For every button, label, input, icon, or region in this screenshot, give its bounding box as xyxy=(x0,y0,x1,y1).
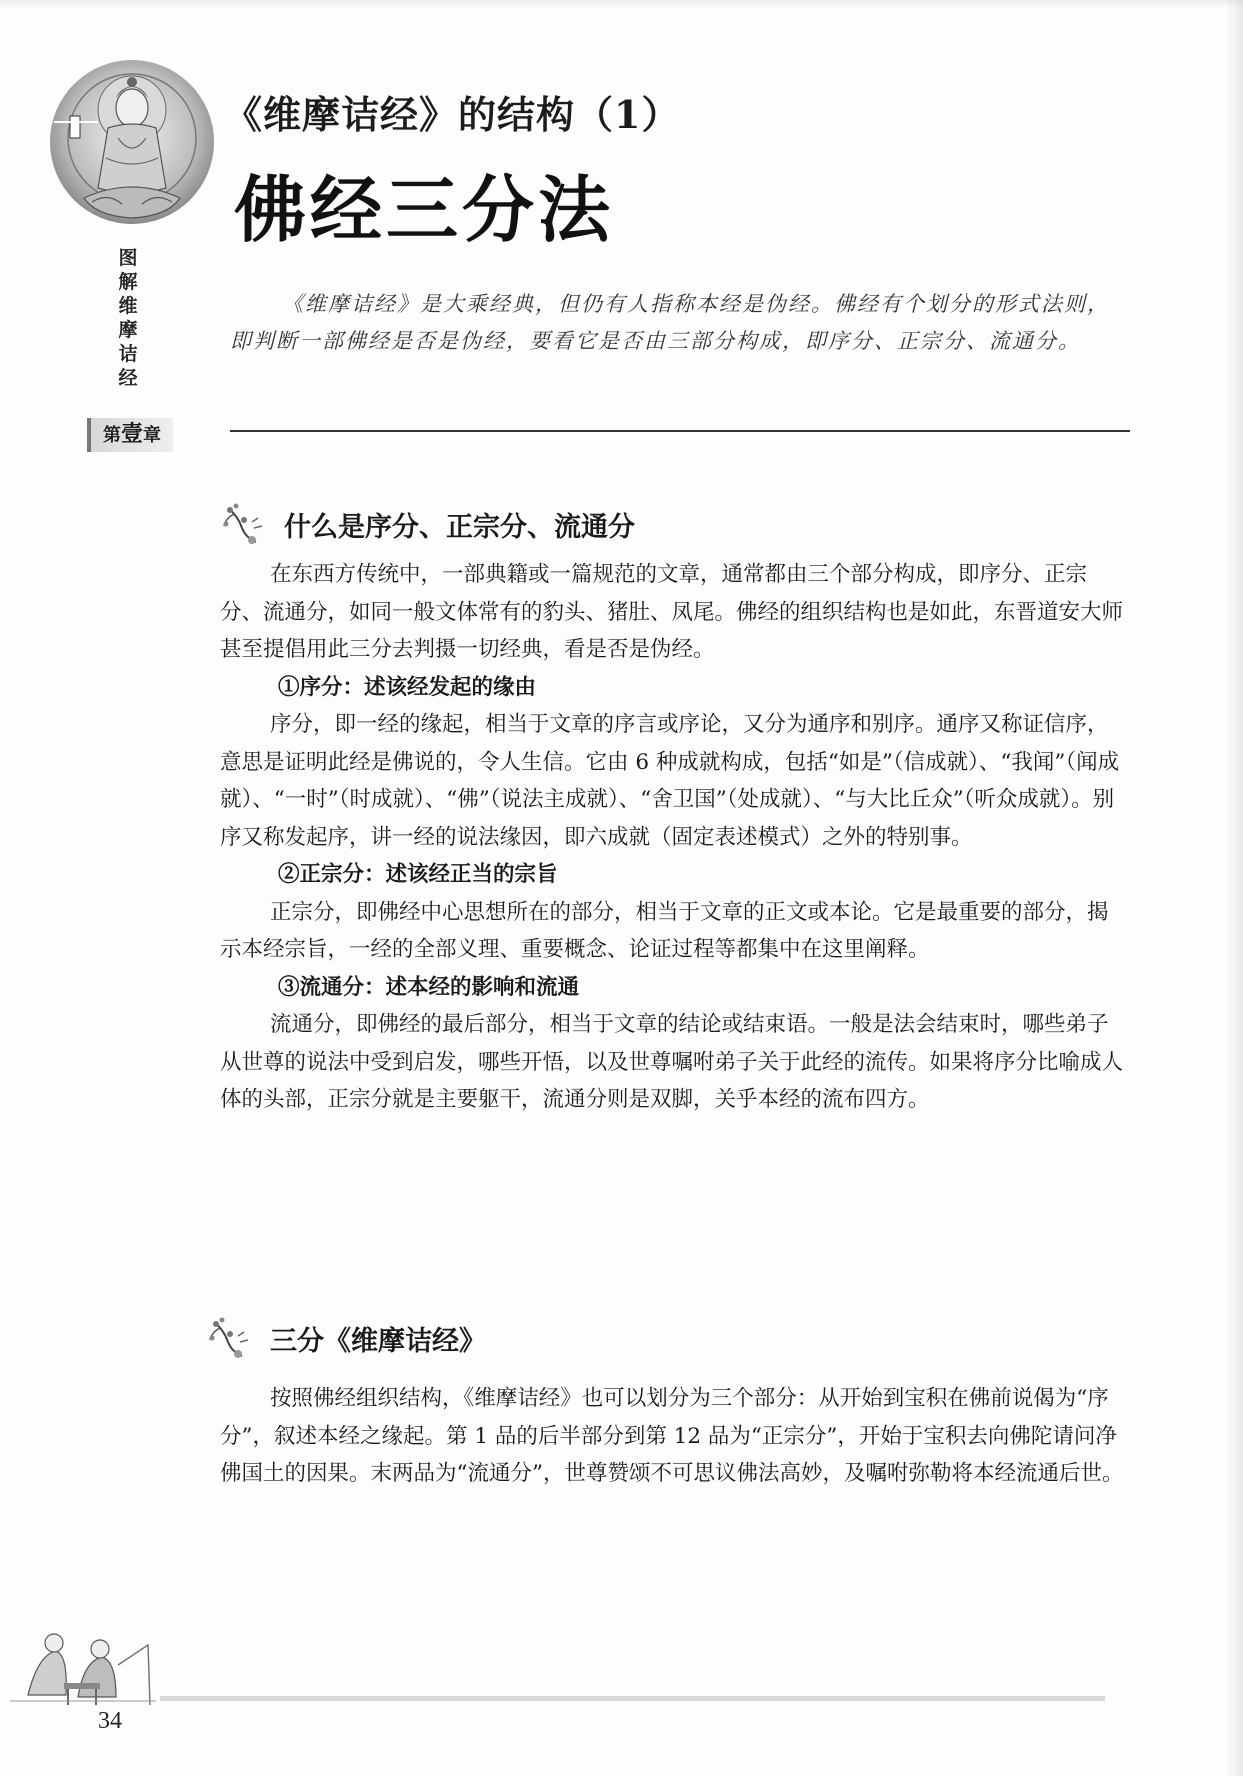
chapter-suffix: 章 xyxy=(143,425,161,446)
subheading-xufen: ①序分：述该经发起的缘由 xyxy=(278,674,537,700)
footer-rule xyxy=(160,1696,1105,1701)
chapter-number: 壹 xyxy=(120,422,143,447)
intro-text: 《维摩诘经》是大乘经典，但仍有人指称本经是伪经。佛经有个划分的形式法则，即判断一部佛经是否是伪经，要看它是否由三部分构成，即序分、正宗分、流通分。 xyxy=(230,292,1110,353)
paragraph: 在东西方传统中，一部典籍或一篇规范的文章，通常都由三个部分构成，即序分、正宗分、流通分，如同一般文体常有的豹头、猪肚、凤尾。佛经的组织结构也是如此，东晋道安大师甚至提倡用此三分去判摄一切经典，看是否是伪经。 xyxy=(220,562,1124,662)
paragraph: 序分，即一经的缘起，相当于文章的序言或序论，又分为通序和别序。通序又称证信序，意思是证明此经是佛说的，令人生信。它由 6 种成就构成，包括“如是”（信成就）、“我闻”（闻成就）、“一时”（时成就）、“佛”（说法主成就）、“舍卫国”（处成就）、“与大比丘众”（听众成就）。别序又称发起序，讲一经的说法缘因，即六成就（固定表述模式）之外的特别事。 xyxy=(220,712,1120,850)
plum-branch-icon xyxy=(208,1316,260,1360)
buddha-emblem-icon xyxy=(48,58,216,230)
section1-title: 什么是序分、正宗分、流通分 xyxy=(284,511,635,543)
paragraph: 按照佛经组织结构，《维摩诘经》也可以划分为三个部分：从开始到宝积在佛前说偈为“序分”，叙述本经之缘起。第 1 品的后半部分到第 12 品为“正宗分”，开始于宝积去向佛陀请问净佛国土的因果。末两品为“流通分”，世尊赞颂不可思议佛法高妙，及嘱咐弥勒将本经流通后世。 xyxy=(220,1386,1124,1486)
page-subtitle: 《维摩诘经》的结构（1） xyxy=(224,92,681,137)
chapter-tab xyxy=(87,418,173,452)
book-title-vertical: 图解维摩诘经 xyxy=(118,247,138,389)
scan-shade-edge xyxy=(1225,0,1243,1776)
chapter-prefix: 第 xyxy=(102,425,121,446)
page-number: 34 xyxy=(98,1708,122,1734)
page-title: 佛经三分法 xyxy=(234,168,615,252)
paragraph: 流通分，即佛经的最后部分，相当于文章的结论或结束语。一般是法会结束时，哪些弟子从世尊的说法中受到启发，哪些开悟，以及世尊嘱咐弟子关于此经的流传。如果将序分比喻成人体的头部，正宗分就是主要躯干，流通分则是双脚，关乎本经的流布四方。 xyxy=(220,1012,1124,1112)
section1-heading xyxy=(222,502,635,546)
section1-body xyxy=(220,556,1125,1119)
paragraph: 正宗分，即佛经中心思想所在的部分，相当于文章的正文或本论。它是最重要的部分，揭示本经宗旨，一经的全部义理、重要概念、论证过程等都集中在这里阐释。 xyxy=(220,899,1109,962)
plum-branch-icon xyxy=(222,502,274,546)
section2-body xyxy=(220,1380,1125,1493)
section2-heading xyxy=(208,1316,486,1360)
section2-title: 三分《维摩诘经》 xyxy=(270,1325,486,1357)
scan-shade-top xyxy=(0,0,1243,8)
intro-paragraph xyxy=(230,286,1130,360)
scholars-illustration-icon xyxy=(8,1605,158,1710)
subheading-zhengzongfen: ②正宗分：述该经正当的宗旨 xyxy=(278,862,558,887)
subheading-liutongfen: ③流通分：述本经的影响和流通 xyxy=(278,974,580,1000)
divider xyxy=(230,430,1130,432)
